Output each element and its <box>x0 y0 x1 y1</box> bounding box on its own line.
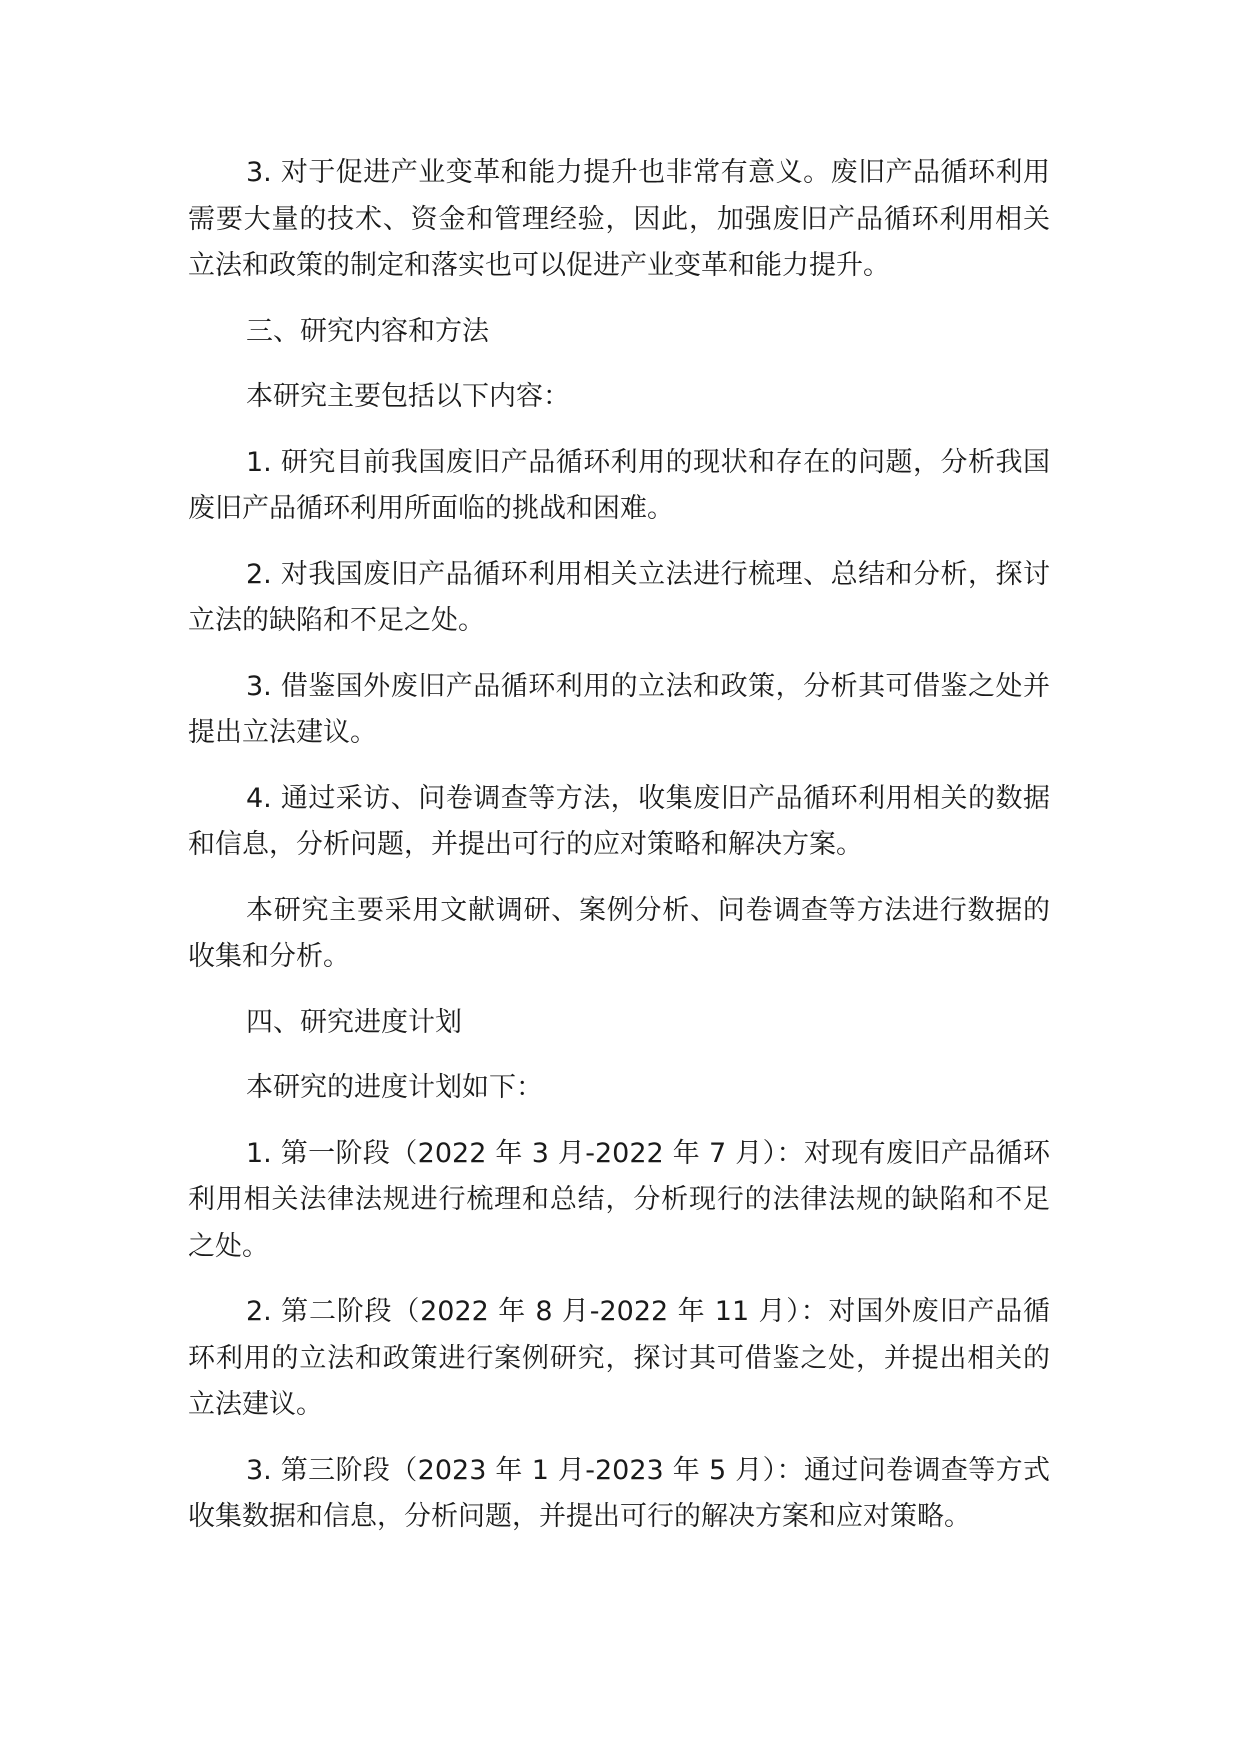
paragraph-methods: 本研究主要采用文献调研、案例分析、问卷调查等方法进行数据的收集和分析。 <box>188 894 1050 972</box>
paragraph-stage-3: 3. 第三阶段（2023 年 1 月-2023 年 5 月）：通过问卷调查等方式收集数据和信息，分析问题，并提出可行的解决方案和应对策略。 <box>188 1454 1050 1532</box>
paragraph-content-4: 4. 通过采访、问卷调查等方法，收集废旧产品循环利用相关的数据和信息，分析问题，并提出可行的应对策略和解决方案。 <box>188 782 1050 860</box>
paragraph-stage-1: 1. 第一阶段（2022 年 3 月-2022 年 7 月）：对现有废旧产品循环利用相关法律法规进行梳理和总结，分析现行的法律法规的缺陷和不足之处。 <box>188 1137 1050 1262</box>
paragraph-content-2: 2. 对我国废旧产品循环利用相关立法进行梳理、总结和分析，探讨立法的缺陷和不足之处。 <box>188 558 1050 636</box>
paragraph-content-3: 3. 借鉴国外废旧产品循环利用的立法和政策，分析其可借鉴之处并提出立法建议。 <box>188 670 1050 748</box>
section-heading-research-content: 三、研究内容和方法 <box>246 315 489 347</box>
paragraph-content-1: 1. 研究目前我国废旧产品循环利用的现状和存在的问题，分析我国废旧产品循环利用所面临的挑战和困难。 <box>188 446 1050 524</box>
section-heading-schedule: 四、研究进度计划 <box>246 1006 462 1038</box>
document-body <box>188 150 1050 1560</box>
paragraph-content-intro: 本研究主要包括以下内容： <box>246 381 570 412</box>
paragraph-significance-3: 3. 对于促进产业变革和能力提升也非常有意义。废旧产品循环利用需要大量的技术、资金和管理经验，因此，加强废旧产品循环利用相关立法和政策的制定和落实也可以促进产业变革和能力提升。 <box>188 157 1050 281</box>
paragraph-stage-2: 2. 第二阶段（2022 年 8 月-2022 年 11 月）：对国外废旧产品循环利用的立法和政策进行案例研究，探讨其可借鉴之处，并提出相关的立法建议。 <box>188 1296 1050 1420</box>
paragraph-schedule-intro: 本研究的进度计划如下： <box>246 1072 543 1103</box>
